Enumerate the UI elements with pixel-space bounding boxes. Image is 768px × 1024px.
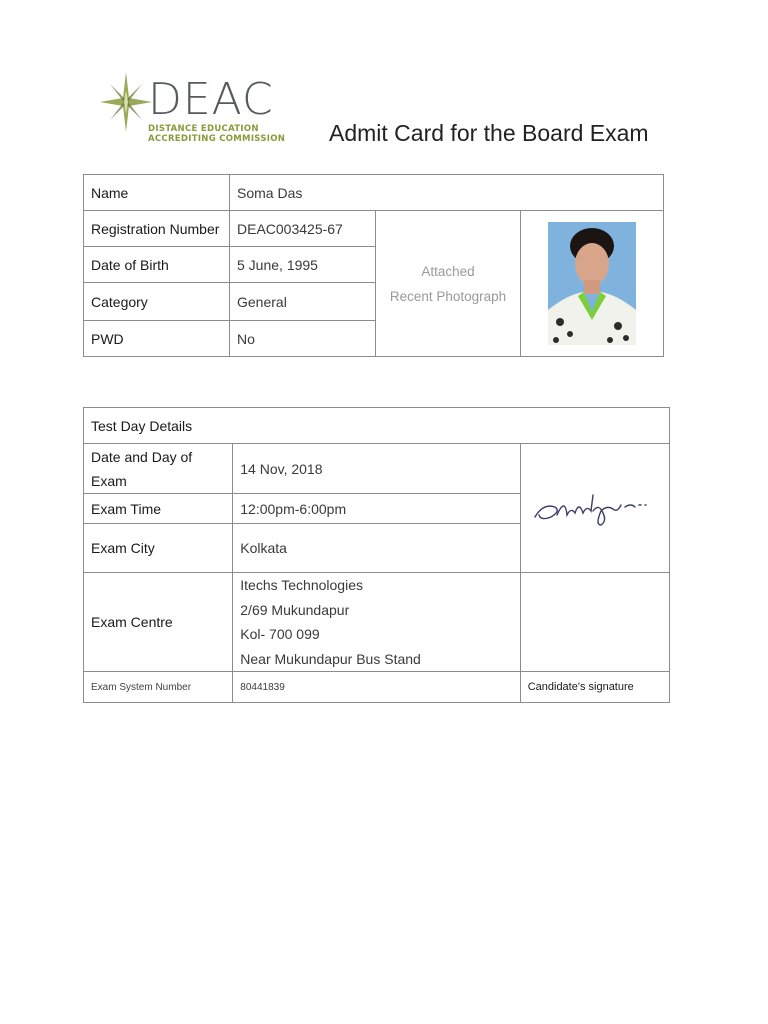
exam-city-value: Kolkata — [233, 524, 520, 573]
category-label: Category — [84, 283, 230, 321]
logo-subtitle-line2: ACCREDITING COMMISSION — [148, 134, 286, 144]
signature-label: Candidate's signature — [520, 672, 669, 703]
logo-subtitle-line1: DISTANCE EDUCATION — [148, 124, 259, 134]
photo-caption-line2: Recent Photograph — [389, 288, 507, 304]
registration-label: Registration Number — [84, 211, 230, 247]
name-value: Soma Das — [230, 175, 664, 211]
system-number-label: Exam System Number — [84, 672, 233, 703]
candidate-photo — [548, 222, 636, 345]
photo-cell — [521, 211, 664, 357]
exam-date-label: Date and Day of Exam — [84, 444, 233, 494]
exam-time-value: 12:00pm-6:00pm — [233, 494, 520, 524]
compass-star-icon — [96, 70, 152, 134]
exam-centre-line: Kol- 700 099 — [240, 626, 320, 642]
candidate-table — [83, 174, 664, 357]
logo-brand: DEAC — [148, 74, 274, 125]
exam-date-value: 14 Nov, 2018 — [233, 444, 520, 494]
exam-city-label: Exam City — [84, 524, 233, 573]
registration-value: DEAC003425-67 — [230, 211, 376, 247]
exam-centre-line: Itechs Technologies — [240, 577, 363, 593]
exam-centre-value — [233, 573, 520, 672]
exam-centre-line: Near Mukundapur Bus Stand — [240, 650, 421, 667]
portrait-icon — [548, 222, 636, 345]
blank-cell — [520, 573, 669, 672]
dob-label: Date of Birth — [84, 247, 230, 283]
system-number-value: 80441839 — [233, 672, 520, 703]
page-title: Admit Card for the Board Exam — [329, 120, 649, 146]
pwd-value: No — [230, 321, 376, 357]
exam-time-label: Exam Time — [84, 494, 233, 524]
category-value: General — [230, 283, 376, 321]
signature-cell — [520, 444, 669, 573]
exam-centre-label: Exam Centre — [84, 573, 233, 672]
pwd-label: PWD — [84, 321, 230, 357]
dob-value: 5 June, 1995 — [230, 247, 376, 283]
photo-caption — [376, 211, 521, 357]
test-day-table — [83, 407, 670, 703]
signature-image — [521, 467, 654, 547]
test-day-heading: Test Day Details — [84, 408, 670, 444]
deac-logo — [96, 70, 286, 150]
logo-subtitle — [148, 124, 285, 144]
name-label: Name — [84, 175, 230, 211]
photo-caption-line1: Attached — [421, 263, 475, 279]
exam-centre-line: 2/69 Mukundapur — [240, 601, 350, 618]
